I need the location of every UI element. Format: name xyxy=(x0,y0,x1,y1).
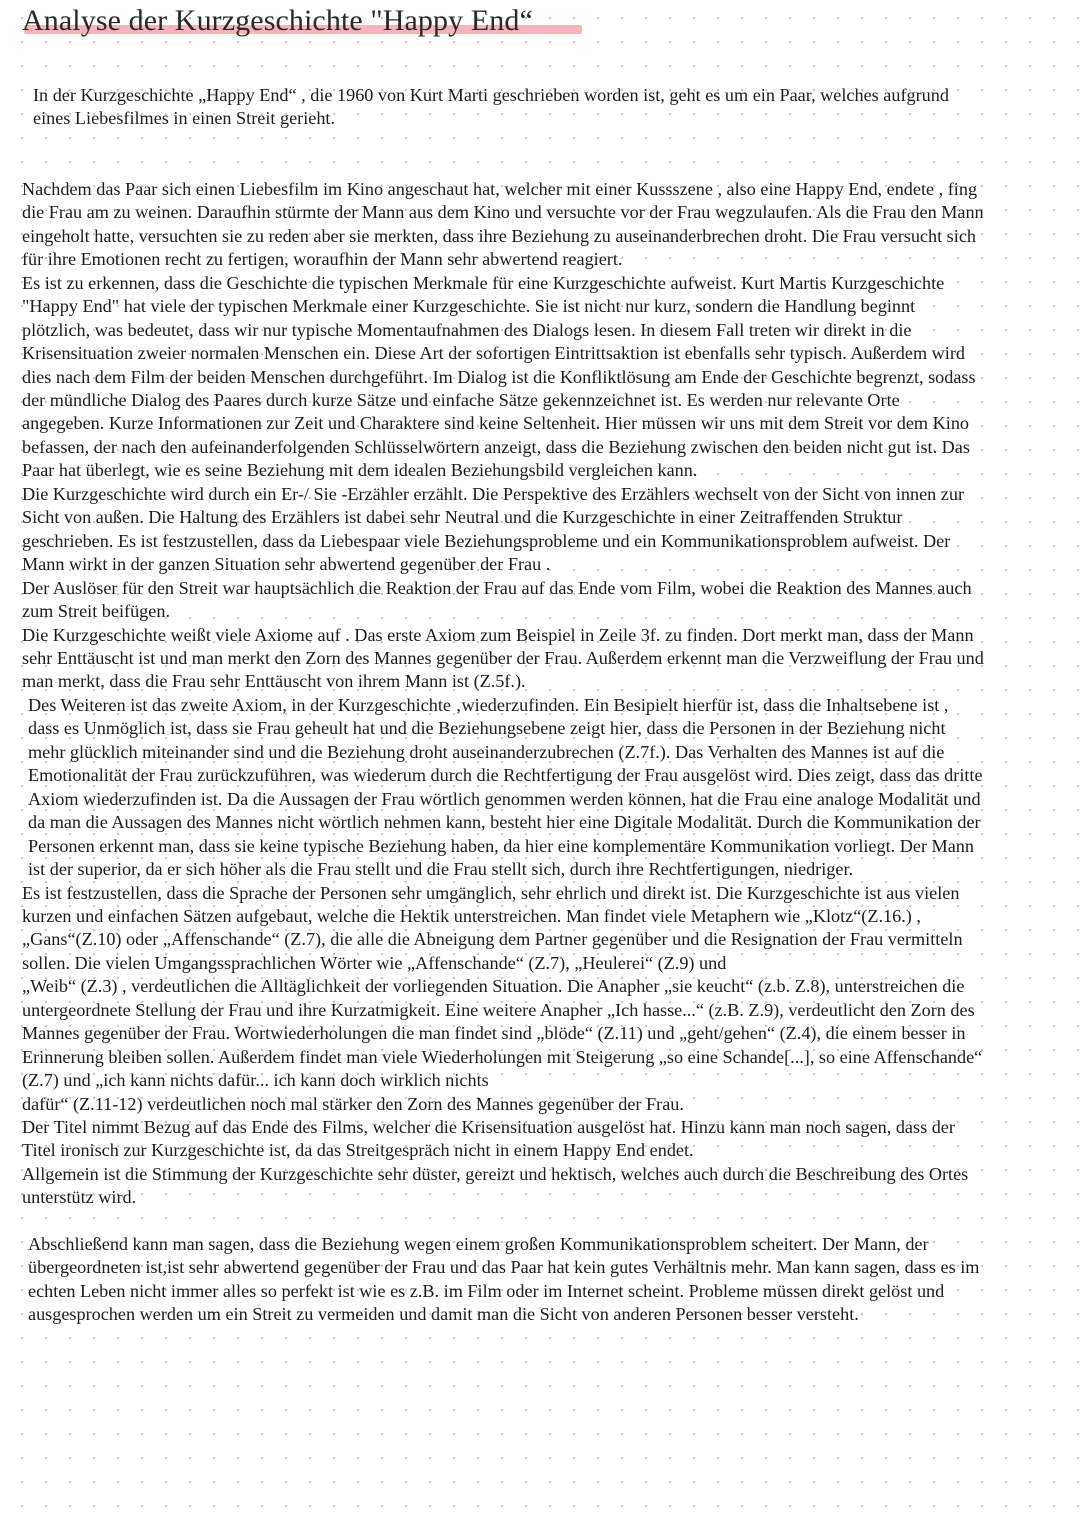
paragraph-axiom-two: Des Weiteren ist das zweite Axiom, in der Kurzgeschichte ‚wiederzufinden. Ein Besipielt hierfür ist, dass die Inhaltsebene ist , dass es Unmöglich ist, dass sie Frau geheult hat und die Beziehungsebene zeigt hier, dass die Personen in der Beziehung nicht mehr glücklich miteinander sind und die Beziehung droht auseinanderzubrechen (Z.7f.). Das Verhalten des Mannes ist auf die Emotionalität der Frau zurückzuführen, was wiederum durch die Rechtfertigung der Frau ausgelöst wird. Dies zeigt, dass das dritte Axiom wiederzufinden ist. Da die Aussagen der Frau wörtlich genommen werden können, hat die Frau eine analoge Modalität und da man die Aussagen des Mannes nicht wörtlich nehmen kann, besteht hier eine Digitale Modalität. Durch die Kommunikation der Personen erkennt man, dass sie keine typische Beziehung haben, da hier eine komplementäre Kommunikation vorliegt. Der Mann ist der superior, da er sich höher als die Frau stellt und die Frau stellt sich, durch ihre Rechtfertigungen, niedriger. xyxy=(28,694,983,880)
paragraph-features: Es ist zu erkennen, dass die Geschichte die typischen Merkmale für eine Kurzgeschichte aufweist. Kurt Martis Kurzgeschichte "Happy End" hat viele der typischen Merkmale einer Kurzgeschichte. Sie ist nicht nur kurz, sondern die Handlung beginnt plötzlich, was bedeutet, dass wir nur typische Momentaufnahmen des Dialogs lesen. In diesem Fall treten wir direkt in die Krisensituation zweier normalen Menschen ein. Diese Art der sofortigen Eintrittsaktion ist ebenfalls sehr typisch. Außerdem wird dies nach dem Film der beiden Menschen durchgeführt. Im Dialog ist die Konfliktlösung am Ende der Geschichte begrenzt, sodass der mündliche Dialog des Paares durch kurze Sätze und einfache Sätze gekennzeichnet ist. Es werden nur relevante Orte angegeben. Kurze Informationen zur Zeit und Charaktere sind keine Seltenheit. Hier müssen wir uns mit dem Streit vor dem Kino befassen, der nach den aufeinanderfolgenden Schlüsselwörtern anzeigt, dass die Beziehung zwischen den beiden nicht gut ist. Das Paar hat überlegt, wie es seine Beziehung mit dem idealen Beziehungsbild vergleichen kann. xyxy=(22,272,976,481)
page-title: Analyse der Kurzgeschichte "Happy End“ xyxy=(22,4,533,37)
paragraph-conclusion: Abschließend kann man sagen, dass die Beziehung wegen einem großen Kommunikationsproblem scheitert. Der Mann, der übergeordneten ist,ist sehr abwertend gegenüber der Frau und das Paar hat kein gutes Verhältnis mehr. Man kann sagen, dass es im echten Leben nicht immer alles so perfekt ist wie es z.B. im Film oder im Internet scheint. Probleme müssen direkt gelöst und ausgesprochen werden um ein Streit zu vermeiden und damit man die Sicht von anderen Personen besser versteht. xyxy=(28,1233,980,1325)
paragraph-axiom-one: Die Kurzgeschichte weißt viele Axiome auf . Das erste Axiom zum Beispiel in Zeile 3f. zu finden. Dort merkt man, dass der Mann sehr Enttäuscht ist und man merkt den Zorn des Mannes gegenüber der Frau. Außerdem erkennt man die Verzweiflung der Frau und xyxy=(22,624,984,668)
paragraph-anapher-cont: dafür“ (Z.11-12) verdeutlichen noch mal stärker den Zorn des Mannes gegenüber der Frau. xyxy=(22,1093,684,1114)
paragraph-axiom-one-cont: man merkt, dass die Frau sehr Enttäuscht von ihrem Mann ist (Z.5f.). xyxy=(22,671,526,692)
essay-body xyxy=(22,84,984,1327)
paragraph-anapher: „Weib“ (Z.3) , verdeutlichen die Alltäglichkeit der vorliegenden Situation. Die Anapher „sie keucht“ (z.b. Z.8), unterstreichen die untergeordnete Stellung der Frau und ihre Kurzatmigkeit. Eine weitere Anapher „Ich hasse...“ (z.B. Z.9), verdeutlicht den Zorn des Mannes gegenüber der Frau. Wortwiederholungen die man findet sind „blöde“ (Z.11) und „geht/gehen“ (Z.4), die einem besser in Erinnerung bleiben sollen. Außerdem findet man viele Wiederholungen mit Steigerung „so eine Schande[...], so eine Affenschande“ (Z.7) und „ich kann nichts dafür... ich kann doch wirklich nichts xyxy=(22,976,983,1091)
paragraph-trigger: Der Auslöser für den Streit war hauptsächlich die Reaktion der Frau auf das Ende vom Film, wobei die Reaktion des Mannes auch zum Streit beifügen. xyxy=(22,577,972,622)
paragraph-intro: In der Kurzgeschichte „Happy End“ , die 1960 von Kurt Marti geschrieben worden ist, geht es um ein Paar, welches aufgrund eines Liebesfilmes in einen Streit gerieht. xyxy=(33,85,949,129)
paragraph-language: Es ist festzustellen, dass die Sprache der Personen sehr umgänglich, sehr ehrlich und direkt ist. Die Kurzgeschichte ist aus vielen kurzen und einfachen Sätzen aufgebaut, welche die Hektik unterstreichen. Man findet viele Metaphern wie „Klotz“(Z.16.) , „Gans“(Z.10) oder „Affenschande“ (Z.7), die alle die Abneigung dem Partner gegenüber und die Resignation der Frau vermitteln sollen. Die vielen Umgangssprachlichen Wörter wie „Affenschande“ (Z.7), „Heulerei“ (Z.9) und xyxy=(22,882,963,973)
paragraph-mood: Allgemein ist die Stimmung der Kurzgeschichte sehr düster, gereizt und hektisch, welches auch durch die Beschreibung des Ortes unterstütz wird. xyxy=(22,1163,969,1208)
paragraph-narrator: Die Kurzgeschichte wird durch ein Er-/ Sie -Erzähler erzählt. Die Perspektive des Erzählers wechselt von der Sicht von innen zur Sicht von außen. Die Haltung des Erzählers ist dabei sehr Neutral und die Kurzgeschichte in einer Zeitraffenden Struktur geschrieben. Es ist festzustellen, dass da Liebespaar viele Beziehungsprobleme und ein Kommunikationsproblem aufweist. Der Mann wirkt in der ganzen Situation sehr abwertend gegenüber der Frau . xyxy=(22,483,965,575)
paragraph-summary: Nachdem das Paar sich einen Liebesfilm im Kino angeschaut hat, welcher mit einer Kussszene , also eine Happy End, endete , fing die Frau am zu weinen. Daraufhin stürmte der Mann aus dem Kino und versuchte vor der Frau wegzulaufen. Als die Frau den Mann eingeholt hatte, versuchten sie zu reden aber sie merkten, dass ihre Beziehung zu auseinanderbrechen droht. Die Frau versucht sich für ihre Emotionen recht zu fertigen, woraufhin der Mann sehr abwertend reagiert. xyxy=(22,178,984,270)
paragraph-title-reference: Der Titel nimmt Bezug auf das Ende des Films, welcher die Krisensituation ausgelöst hat. Hinzu kann man noch sagen, dass der Titel ironisch zur Kurzgeschichte ist, da das Streitgespräch nicht in einem Happy End endet. xyxy=(22,1117,955,1161)
